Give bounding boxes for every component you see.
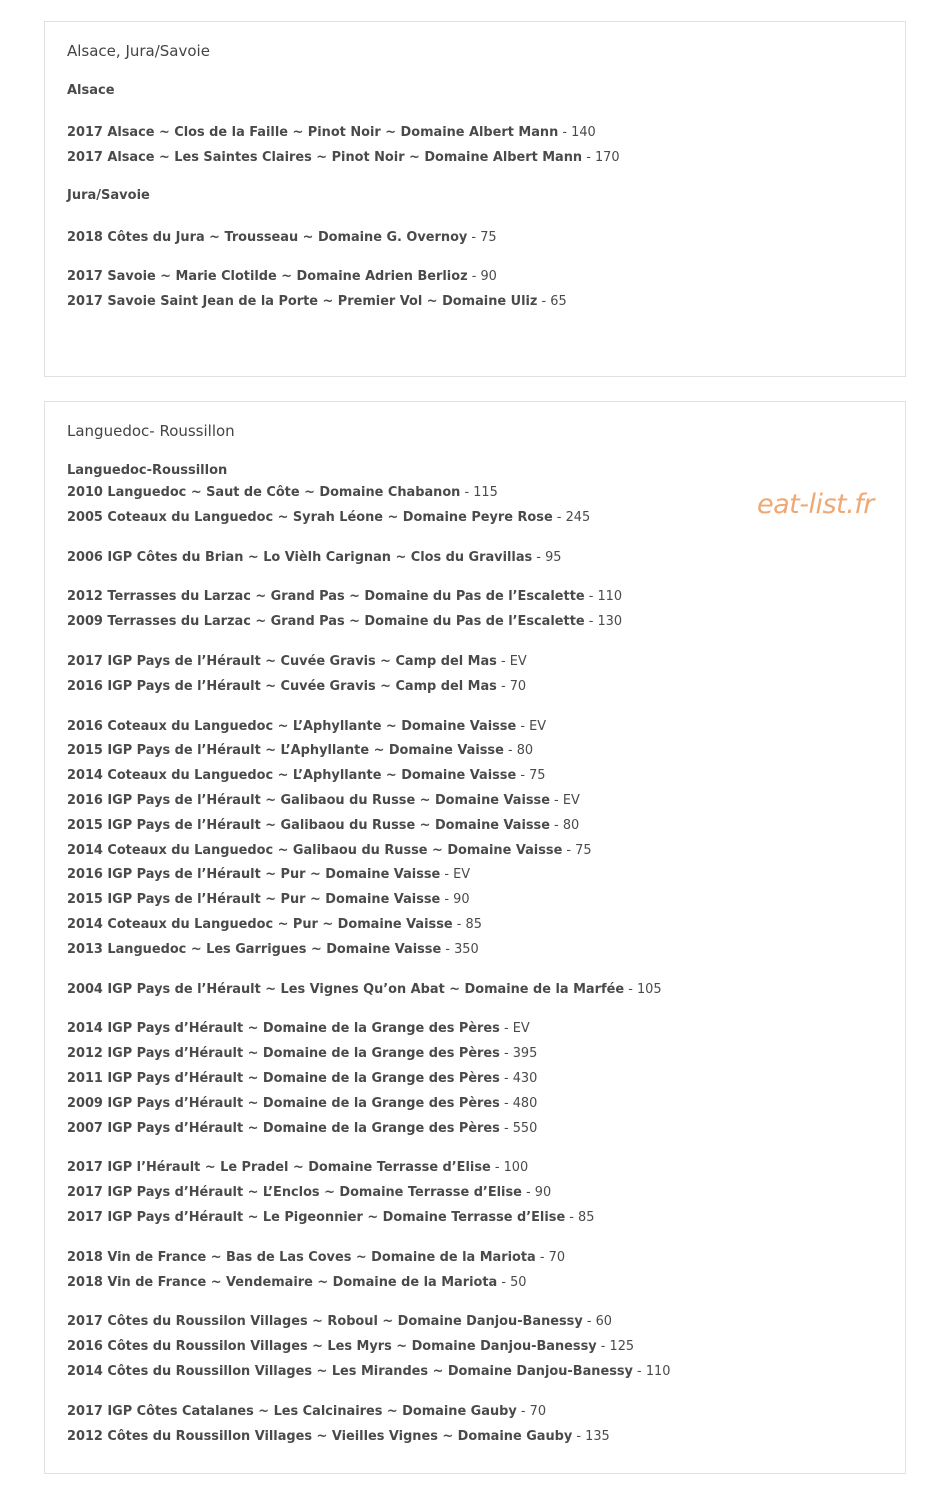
wine-price: 430 — [512, 1070, 538, 1086]
wine-name: 2017 Alsace ~ Clos de la Faille ~ Pinot Noir ~ Domaine Albert Mann — [67, 125, 559, 140]
section-card-alsace — [44, 21, 906, 377]
wine-name: 2004 IGP Pays de l’Hérault ~ Les Vignes Qu’on Abat ~ Domaine de la Marfée — [67, 981, 625, 997]
wine-name: 2017 IGP l’Hérault ~ Le Pradel ~ Domaine Terrasse d’Elise — [67, 1160, 491, 1176]
price-separator: - — [496, 678, 510, 694]
wine-name: 2016 Côtes du Roussilon Villages ~ Les Myrs ~ Domaine Danjou-Banessy — [67, 1339, 597, 1355]
subsection-heading: Alsace — [67, 83, 115, 98]
wine-list-item — [67, 1246, 883, 1271]
wine-list-item — [67, 1400, 883, 1425]
price-separator: - — [632, 1363, 646, 1379]
wine-price: 550 — [512, 1120, 538, 1136]
wine-group — [67, 121, 883, 171]
wine-list-item — [67, 546, 883, 571]
wine-price: 90 — [534, 1185, 552, 1201]
wine-price: 60 — [595, 1314, 613, 1330]
price-separator: - — [584, 589, 598, 605]
wine-name: 2016 IGP Pays de l’Hérault ~ Galibaou du Russe ~ Domaine Vaisse — [67, 792, 550, 808]
price-separator: - — [532, 549, 546, 565]
watermark: eat-list.fr — [757, 489, 874, 520]
wine-price: 80 — [516, 743, 534, 759]
wine-list-item — [67, 226, 883, 251]
wine-name: 2015 IGP Pays de l’Hérault ~ Pur ~ Domaine Vaisse — [67, 892, 441, 908]
subsection-heading: Languedoc-Roussillon — [67, 463, 228, 478]
wine-list-item — [67, 978, 883, 1003]
wine-price: 70 — [509, 678, 527, 694]
price-separator: - — [582, 1314, 596, 1330]
section-body — [45, 22, 905, 315]
wine-name: 2017 Savoie ~ Marie Clotilde ~ Domaine Adrien Berlioz — [67, 269, 468, 285]
wine-list-item — [67, 1017, 883, 1042]
wine-name: 2014 IGP Pays d’Hérault ~ Domaine de la Grange des Pères — [67, 1021, 500, 1037]
wine-list-item — [67, 814, 883, 839]
wine-price: 125 — [609, 1339, 635, 1355]
wine-price: 110 — [597, 589, 623, 605]
wine-price: 90 — [480, 269, 497, 285]
wine-price: 170 — [594, 149, 620, 165]
wine-list-item — [67, 1092, 883, 1117]
wine-list-item — [67, 938, 883, 963]
wine-price: 95 — [545, 549, 562, 565]
wine-group — [67, 1017, 883, 1141]
section-card-languedoc — [44, 401, 906, 1474]
price-separator: - — [499, 1046, 513, 1062]
price-separator: - — [503, 743, 517, 759]
price-separator: - — [549, 817, 563, 833]
wine-price: 245 — [565, 509, 591, 525]
price-separator: - — [558, 125, 572, 140]
price-separator: - — [441, 941, 455, 957]
price-separator: - — [440, 892, 454, 908]
wine-list-item — [67, 121, 883, 146]
wine-name: 2014 Coteaux du Languedoc ~ L’Aphyllante ~ Domaine Vaisse — [67, 768, 517, 784]
wine-name: 2015 IGP Pays de l’Hérault ~ Galibaou du Russe ~ Domaine Vaisse — [67, 817, 550, 833]
wine-list-item — [67, 650, 883, 675]
price-separator: - — [565, 1209, 579, 1225]
wine-name: 2014 Côtes du Roussillon Villages ~ Les Mirandes ~ Domaine Danjou-Banessy — [67, 1363, 633, 1379]
wine-name: 2007 IGP Pays d’Hérault ~ Domaine de la Grange des Pères — [67, 1120, 500, 1136]
wine-name: 2017 IGP Côtes Catalanes ~ Les Calcinaires ~ Domaine Gauby — [67, 1403, 517, 1419]
wine-name: 2015 IGP Pays de l’Hérault ~ L’Aphyllante ~ Domaine Vaisse — [67, 743, 504, 759]
price-separator: - — [440, 867, 454, 883]
wine-price: 395 — [512, 1046, 538, 1062]
wine-price: 480 — [512, 1095, 538, 1111]
wine-name: 2011 IGP Pays d’Hérault ~ Domaine de la Grange des Pères — [67, 1070, 500, 1086]
wine-price: 115 — [473, 485, 498, 500]
price-separator: - — [552, 509, 566, 525]
wine-list-item — [67, 1156, 883, 1181]
price-separator: - — [572, 1428, 586, 1444]
price-separator: - — [499, 1070, 513, 1086]
wine-list-item — [67, 1117, 883, 1142]
wine-price: 130 — [597, 614, 623, 630]
wine-price: 75 — [575, 842, 592, 858]
wine-group — [67, 1246, 883, 1296]
price-separator: - — [499, 1095, 513, 1111]
wine-list-item — [67, 888, 883, 913]
wine-list-item — [67, 585, 883, 610]
wine-list-item — [67, 1206, 883, 1231]
wine-name: 2017 IGP Pays d’Hérault ~ L’Enclos ~ Domaine Terrasse d’Elise — [67, 1185, 522, 1201]
section-title: Languedoc- Roussillon — [67, 422, 235, 440]
wine-group — [67, 650, 883, 700]
wine-name: 2009 Terrasses du Larzac ~ Grand Pas ~ Domaine du Pas de l’Escalette — [67, 614, 585, 630]
wine-name: 2010 Languedoc ~ Saut de Côte ~ Domaine Chabanon — [67, 485, 461, 500]
wine-name: 2017 Savoie Saint Jean de la Porte ~ Premier Vol ~ Domaine Uliz — [67, 294, 538, 310]
wine-group — [67, 1156, 883, 1230]
price-separator: - — [562, 842, 576, 858]
wine-price: 65 — [550, 294, 567, 310]
price-separator: - — [582, 149, 595, 165]
wine-list-item — [67, 1310, 883, 1335]
wine-name: 2018 Vin de France ~ Vendemaire ~ Domaine de la Mariota — [67, 1274, 498, 1290]
wine-list-item — [67, 1067, 883, 1092]
wine-list-item — [67, 1181, 883, 1206]
wine-name: 2018 Vin de France ~ Bas de Las Coves ~ Domaine de la Mariota — [67, 1249, 536, 1265]
price-separator: - — [535, 1249, 549, 1265]
wine-group — [67, 1400, 883, 1450]
wine-name: 2016 Coteaux du Languedoc ~ L’Aphyllante ~ Domaine Vaisse — [67, 718, 517, 734]
price-separator: - — [499, 1021, 513, 1037]
price-separator: - — [499, 1120, 513, 1136]
price-separator: - — [584, 614, 598, 630]
wine-price: 70 — [548, 1249, 566, 1265]
wine-price: EV — [562, 792, 580, 808]
wine-price: EV — [453, 867, 471, 883]
wine-price: 140 — [571, 125, 596, 140]
wine-list-item — [67, 265, 883, 290]
wine-name: 2006 IGP Côtes du Brian ~ Lo Vièlh Carignan ~ Clos du Gravillas — [67, 549, 533, 565]
wine-list-item — [67, 913, 883, 938]
price-separator: - — [624, 981, 637, 997]
price-separator: - — [549, 792, 563, 808]
wine-list-item — [67, 146, 883, 171]
price-separator: - — [521, 1185, 535, 1201]
price-separator: - — [467, 269, 481, 285]
wine-list-item — [67, 675, 883, 700]
wine-price: EV — [509, 653, 527, 669]
wine-name: 2014 Coteaux du Languedoc ~ Galibaou du Russe ~ Domaine Vaisse — [67, 842, 563, 858]
wine-price: 90 — [453, 892, 470, 908]
wine-name: 2012 IGP Pays d’Hérault ~ Domaine de la Grange des Pères — [67, 1046, 500, 1062]
wine-group — [67, 546, 883, 571]
price-separator: - — [452, 916, 466, 932]
wine-price: 85 — [578, 1209, 595, 1225]
wine-price: 75 — [529, 768, 546, 784]
wine-group — [67, 1310, 883, 1384]
wine-price: 105 — [636, 981, 662, 997]
subsection-heading: Jura/Savoie — [67, 187, 150, 203]
price-separator: - — [516, 768, 530, 784]
section-title: Alsace, Jura/Savoie — [67, 42, 210, 60]
wine-name: 2013 Languedoc ~ Les Garrigues ~ Domaine Vaisse — [67, 941, 442, 957]
wine-name: 2016 IGP Pays de l’Hérault ~ Pur ~ Domaine Vaisse — [67, 867, 441, 883]
wine-list-item — [67, 739, 883, 764]
wine-name: 2005 Coteaux du Languedoc ~ Syrah Léone ~ Domaine Peyre Rose — [67, 509, 553, 525]
price-separator: - — [460, 485, 474, 500]
wine-list-item — [67, 1271, 883, 1296]
wine-list-item — [67, 839, 883, 864]
wine-list-item — [67, 1425, 883, 1450]
wine-list-item — [67, 1360, 883, 1385]
wine-list-item — [67, 764, 883, 789]
price-separator: - — [467, 229, 481, 245]
price-separator: - — [537, 294, 551, 310]
price-separator: - — [490, 1160, 504, 1176]
wine-price: 75 — [480, 229, 497, 245]
wine-price: EV — [529, 718, 547, 734]
wine-list-item — [67, 715, 883, 740]
wine-group — [67, 265, 883, 315]
wine-name: 2017 Alsace ~ Les Saintes Claires ~ Pinot Noir ~ Domaine Albert Mann — [67, 149, 583, 165]
wine-list-item — [67, 290, 883, 315]
wine-name: 2017 IGP Pays de l’Hérault ~ Cuvée Gravis ~ Camp del Mas — [67, 653, 497, 669]
wine-group — [67, 978, 883, 1003]
wine-name: 2012 Terrasses du Larzac ~ Grand Pas ~ Domaine du Pas de l’Escalette — [67, 589, 585, 605]
wine-list-item — [67, 1335, 883, 1360]
wine-group — [67, 715, 883, 963]
wine-name: 2017 IGP Pays d’Hérault ~ Le Pigeonnier ~ Domaine Terrasse d’Elise — [67, 1209, 566, 1225]
price-separator: - — [516, 718, 530, 734]
wine-price: 85 — [465, 916, 482, 932]
wine-price: 350 — [454, 941, 479, 957]
wine-name: 2012 Côtes du Roussillon Villages ~ Vieilles Vignes ~ Domaine Gauby — [67, 1428, 573, 1444]
price-separator: - — [497, 1274, 511, 1290]
wine-list-item — [67, 789, 883, 814]
wine-name: 2017 Côtes du Roussilon Villages ~ Roboul ~ Domaine Danjou-Banessy — [67, 1314, 583, 1330]
wine-price: 80 — [562, 817, 580, 833]
wine-name: 2016 IGP Pays de l’Hérault ~ Cuvée Gravis ~ Camp del Mas — [67, 678, 497, 694]
wine-list-item — [67, 610, 883, 635]
wine-name: 2009 IGP Pays d’Hérault ~ Domaine de la Grange des Pères — [67, 1095, 500, 1111]
price-separator: - — [516, 1403, 530, 1419]
wine-group — [67, 226, 883, 251]
wine-price: 50 — [510, 1274, 527, 1290]
wine-group — [67, 585, 883, 635]
wine-price: 100 — [503, 1160, 529, 1176]
wine-price: 110 — [645, 1363, 671, 1379]
wine-price: EV — [512, 1021, 530, 1037]
wine-list-item — [67, 863, 883, 888]
wine-name: 2018 Côtes du Jura ~ Trousseau ~ Domaine G. Overnoy — [67, 229, 468, 245]
price-separator: - — [596, 1339, 610, 1355]
wine-price: 135 — [585, 1428, 610, 1444]
wine-list-item — [67, 1042, 883, 1067]
section-body — [45, 402, 905, 1449]
price-separator: - — [496, 653, 510, 669]
wine-name: 2014 Coteaux du Languedoc ~ Pur ~ Domaine Vaisse — [67, 916, 453, 932]
wine-price: 70 — [529, 1403, 547, 1419]
